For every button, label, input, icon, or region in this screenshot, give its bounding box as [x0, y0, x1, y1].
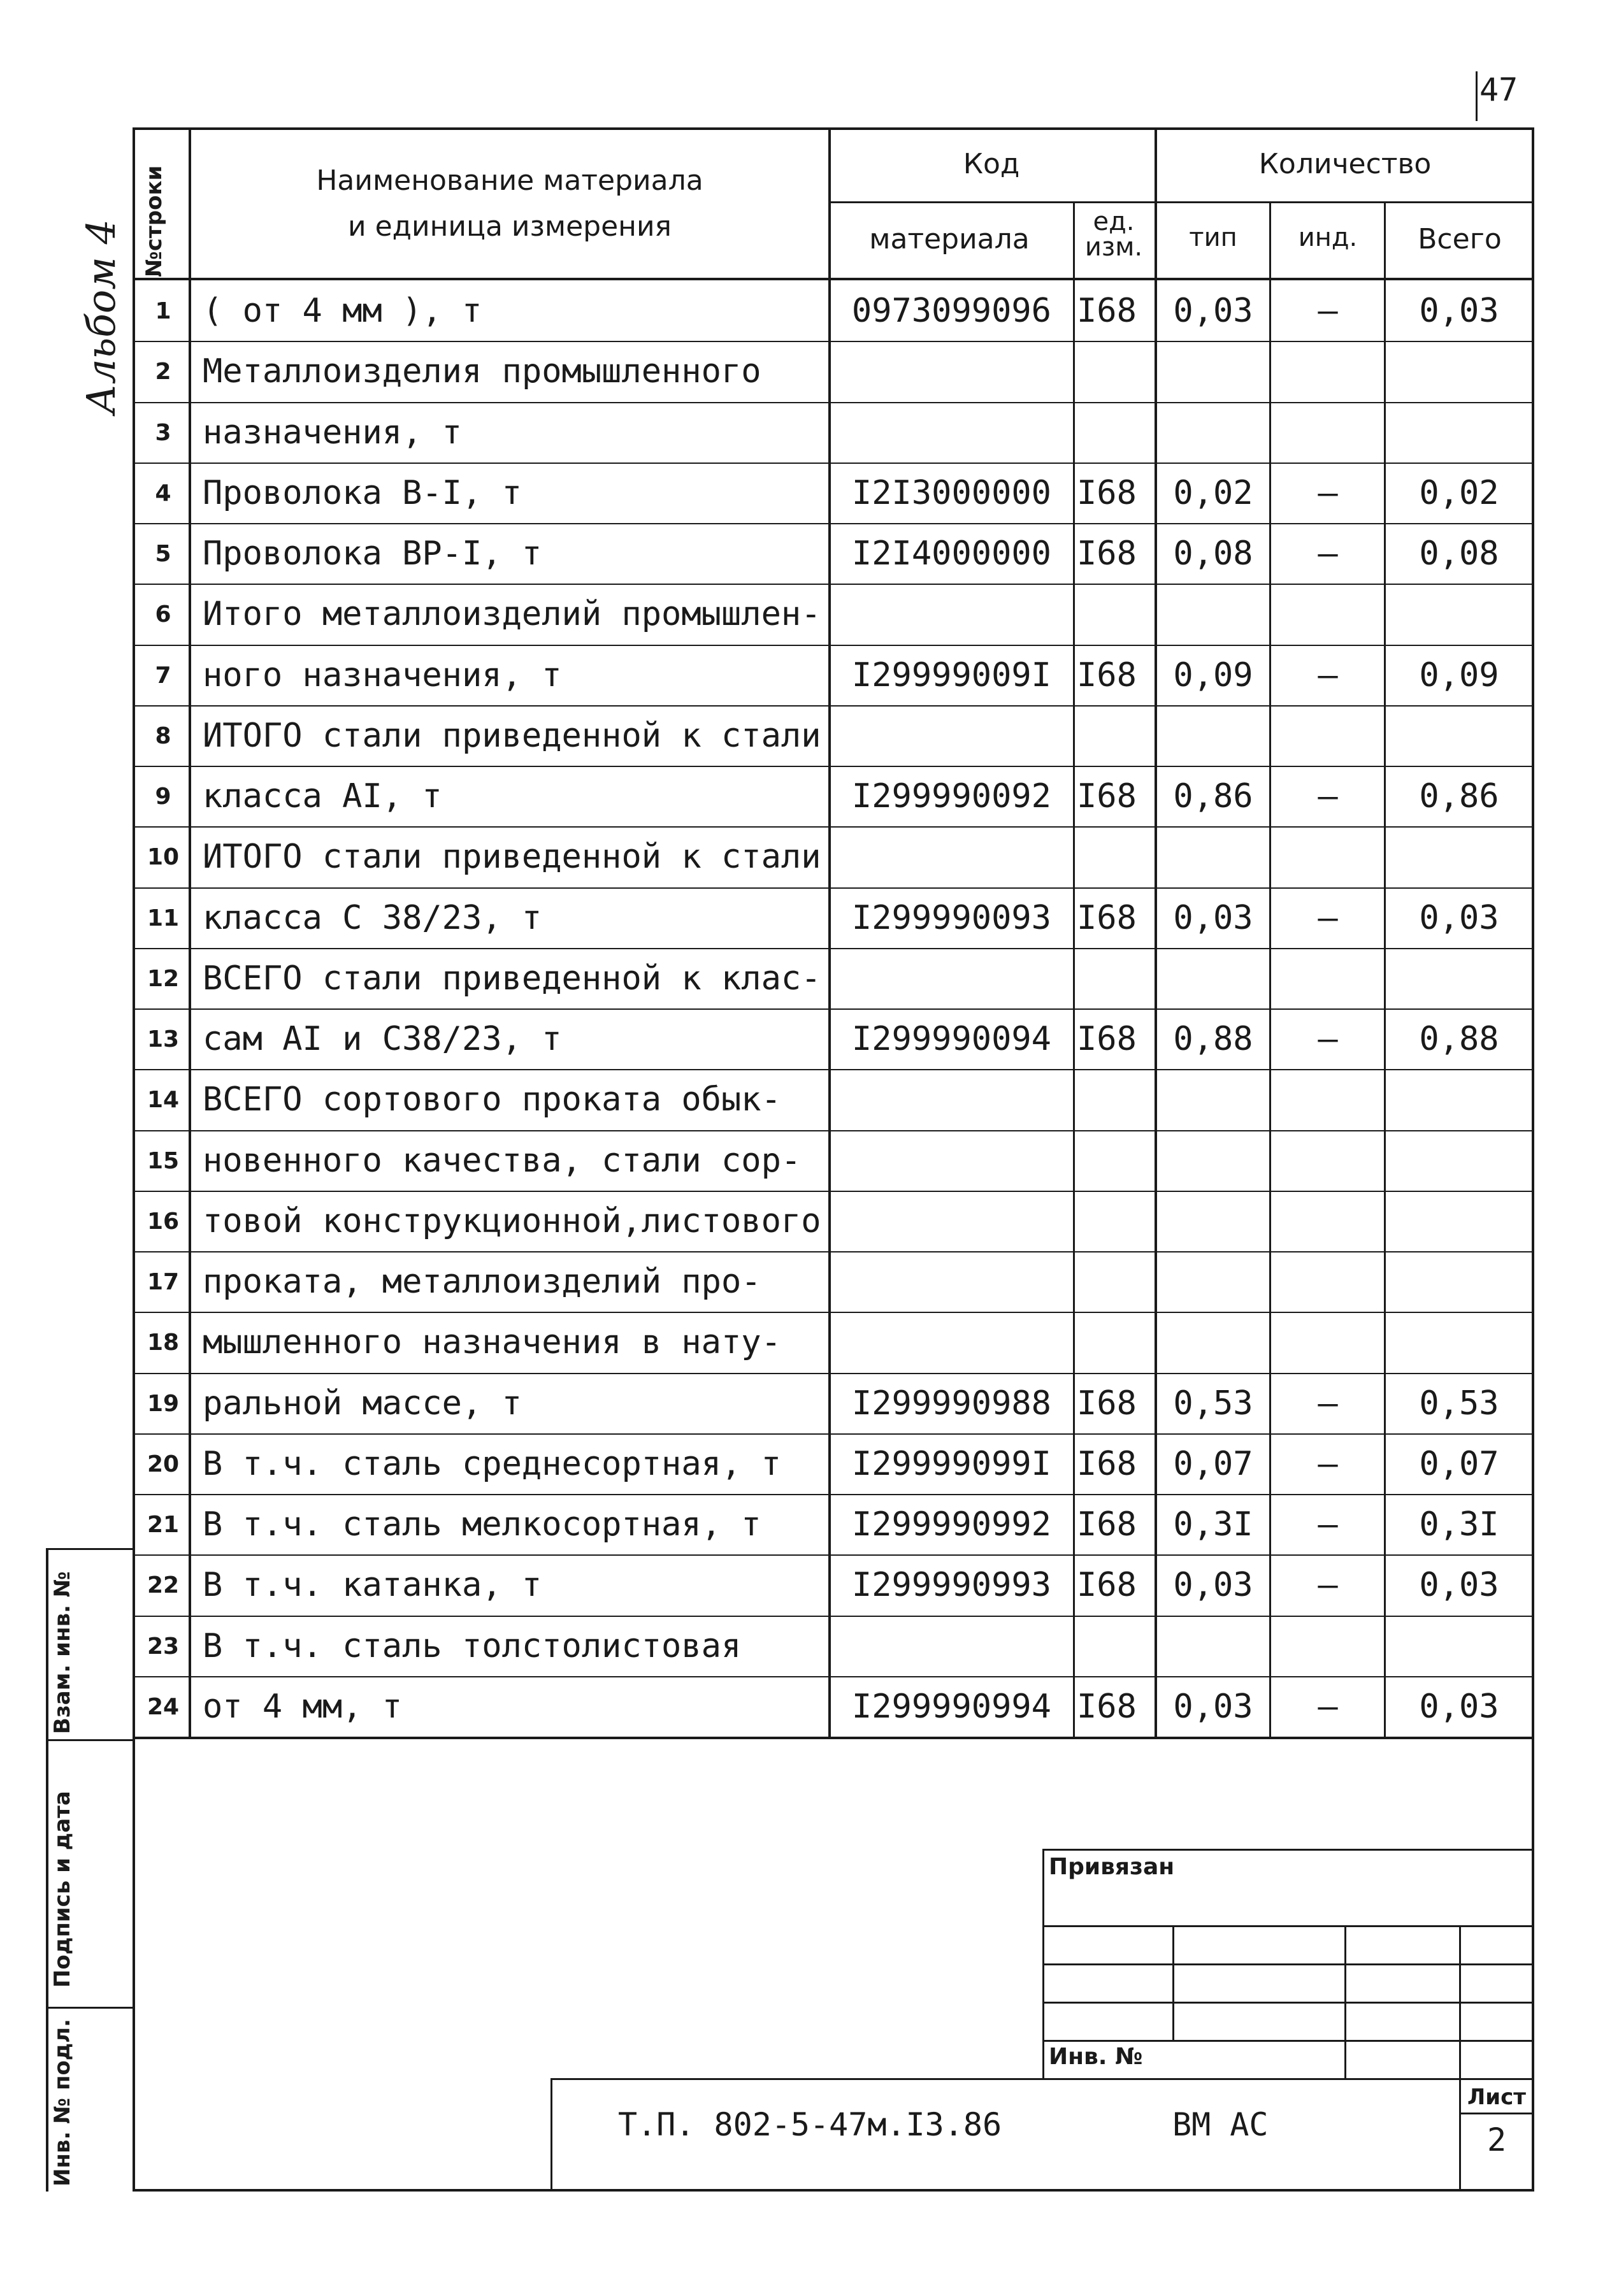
row-qty-total: 0,08 [1419, 535, 1499, 573]
stamp-grid-col-3 [1459, 1925, 1461, 2078]
margin-divider-2 [46, 2007, 135, 2009]
row-name: ИТОГО стали приведенной к стали [203, 838, 821, 877]
row-code: 0973099096 [851, 292, 1051, 330]
stamp-inv-no: Инв. № [1049, 2044, 1143, 2070]
row-divider [133, 584, 1534, 585]
row-qty-ind: – [1318, 1505, 1338, 1544]
row-qty-type: 0,3I [1173, 1505, 1253, 1544]
header-qty-type: тип [1189, 223, 1237, 252]
col-divider-rowno [189, 127, 191, 1739]
row-qty-ind: – [1318, 777, 1338, 815]
stamp-bottom-border [133, 2189, 1534, 2192]
table-top-border [133, 127, 1534, 130]
row-name: ИТОГО стали приведенной к стали [203, 716, 821, 755]
row-number: 20 [147, 1451, 180, 1477]
row-qty-type: 0,09 [1173, 656, 1253, 694]
row-number: 21 [147, 1512, 180, 1538]
row-divider [133, 1251, 1534, 1252]
row-divider [133, 1008, 1534, 1010]
row-unit: I68 [1077, 473, 1137, 512]
row-name: новенного качества, стали сор- [203, 1141, 802, 1180]
row-code: I299990992 [851, 1505, 1051, 1544]
row-name: ного назначения, т [203, 656, 562, 694]
table-right-border [1532, 127, 1534, 1739]
row-number: 1 [155, 298, 171, 324]
row-number: 16 [147, 1208, 180, 1235]
col-divider-code [1073, 203, 1075, 1739]
row-qty-type: 0,53 [1173, 1384, 1253, 1423]
row-name: В т.ч. сталь среднесортная, т [203, 1444, 781, 1483]
row-divider [133, 463, 1534, 464]
row-number: 10 [147, 844, 180, 871]
row-divider [133, 766, 1534, 767]
header-code: Код [963, 148, 1020, 180]
row-number: 9 [155, 784, 171, 810]
row-code: I299990093 [851, 898, 1051, 937]
row-qty-type: 0,03 [1173, 1566, 1253, 1605]
row-number: 14 [147, 1087, 180, 1114]
header-code-material: материала [869, 223, 1030, 255]
row-qty-ind: – [1318, 1384, 1338, 1423]
row-number: 8 [155, 722, 171, 749]
row-unit: I68 [1077, 1384, 1137, 1423]
row-number: 18 [147, 1330, 180, 1356]
margin-label-sign-date: Подпись и дата [50, 1791, 75, 1988]
row-number: 22 [147, 1572, 180, 1599]
stamp-grid-col-1 [1172, 1925, 1174, 2040]
row-qty-total: 0,03 [1419, 898, 1499, 937]
row-unit: I68 [1077, 535, 1137, 573]
row-number: 11 [147, 905, 180, 931]
row-number: 19 [147, 1390, 180, 1417]
row-code: I299990988 [851, 1384, 1051, 1423]
row-name: мышленного назначения в нату- [203, 1323, 781, 1362]
header-name-line1: Наименование материала [316, 164, 703, 197]
header-quantity: Количество [1258, 148, 1432, 180]
row-name: класса С 38/23, т [203, 898, 542, 937]
row-divider [133, 1494, 1534, 1495]
stamp-privyazan: Привязан [1049, 1854, 1175, 1880]
row-name: В т.ч. катанка, т [203, 1566, 542, 1605]
row-number: 15 [147, 1147, 180, 1174]
margin-label-vzam: Взам. инв. № [50, 1571, 75, 1734]
stamp-main-top [550, 2078, 1534, 2080]
stamp-doc-code: Т.П. 802-5-47м.I3.86 [618, 2106, 1002, 2143]
row-name: Проволока В-I, т [203, 473, 522, 512]
row-divider [133, 523, 1534, 524]
row-qty-total: 0,86 [1419, 777, 1499, 815]
row-name: ральной массе, т [203, 1384, 522, 1423]
margin-strip-left [46, 1548, 48, 2192]
row-qty-ind: – [1318, 1444, 1338, 1483]
row-number: 23 [147, 1633, 180, 1660]
row-divider [133, 1373, 1534, 1374]
row-divider [133, 1433, 1534, 1435]
row-divider [133, 1191, 1534, 1192]
row-code: I299990994 [851, 1687, 1051, 1726]
row-name: ВСЕГО сортового проката обык- [203, 1080, 781, 1119]
stamp-privyazan-top [1042, 1849, 1534, 1851]
row-divider [133, 826, 1534, 828]
row-qty-total: 0,88 [1419, 1020, 1499, 1058]
row-qty-ind: – [1318, 898, 1338, 937]
row-qty-ind: – [1318, 656, 1338, 694]
row-code: I29999099I [851, 1444, 1051, 1483]
row-qty-ind: – [1318, 1566, 1338, 1605]
row-unit: I68 [1077, 1020, 1137, 1058]
row-qty-total: 0,53 [1419, 1384, 1499, 1423]
header-qty-ind: инд. [1298, 223, 1358, 252]
header-row-no: №строки [141, 165, 167, 277]
row-unit: I68 [1077, 656, 1137, 694]
table-bottom-border [133, 1737, 1534, 1739]
row-name: проката, металлоизделий про- [203, 1263, 761, 1301]
row-qty-total: 0,03 [1419, 292, 1499, 330]
row-code: I299990094 [851, 1020, 1051, 1058]
col-divider-type [1269, 203, 1271, 1739]
row-name: ( от 4 мм ), т [203, 292, 482, 330]
row-number: 7 [155, 662, 171, 689]
row-qty-ind: – [1318, 1687, 1338, 1726]
row-name: назначения, т [203, 413, 462, 452]
stamp-sheet-divider [1459, 2113, 1534, 2114]
header-name-line2: и единица измерения [347, 210, 672, 243]
row-unit: I68 [1077, 1566, 1137, 1605]
row-unit: I68 [1077, 777, 1137, 815]
header-sub-divider [828, 201, 1534, 203]
col-divider-name [828, 127, 831, 1739]
stamp-sheet-label: Лист [1467, 2084, 1526, 2110]
row-number: 2 [155, 359, 171, 385]
row-code: I2I4000000 [851, 535, 1051, 573]
row-number: 24 [147, 1693, 180, 1720]
row-divider [133, 705, 1534, 707]
row-qty-total: 0,07 [1419, 1444, 1499, 1483]
row-number: 4 [155, 480, 171, 506]
row-qty-type: 0,02 [1173, 473, 1253, 512]
row-unit: I68 [1077, 1505, 1137, 1544]
row-number: 13 [147, 1026, 180, 1052]
table-left-border [133, 127, 135, 2192]
row-name: от 4 мм, т [203, 1687, 403, 1726]
row-divider [133, 1554, 1534, 1556]
row-unit: I68 [1077, 1444, 1137, 1483]
row-name: класса АI, т [203, 777, 442, 815]
album-note: Альбом 4 [78, 219, 124, 414]
row-divider [133, 1069, 1534, 1070]
row-number: 17 [147, 1269, 180, 1295]
stamp-section: ВМ АС [1172, 2106, 1269, 2143]
row-name: В т.ч. сталь толстолистовая [203, 1626, 742, 1665]
row-qty-type: 0,86 [1173, 777, 1253, 815]
row-qty-total: 0,02 [1419, 473, 1499, 512]
row-qty-type: 0,07 [1173, 1444, 1253, 1483]
row-divider [133, 341, 1534, 342]
row-qty-type: 0,08 [1173, 535, 1253, 573]
margin-divider-1 [46, 1739, 135, 1741]
row-unit: I68 [1077, 292, 1137, 330]
row-divider [133, 1676, 1534, 1677]
margin-label-inv-podl: Инв. № подл. [50, 2018, 75, 2186]
page-number-tick [1476, 71, 1478, 121]
margin-strip-top [46, 1548, 135, 1550]
row-code: I299990092 [851, 777, 1051, 815]
row-name: Итого металлоизделий промышлен- [203, 595, 821, 634]
row-qty-ind: – [1318, 535, 1338, 573]
row-name: Проволока ВР-I, т [203, 535, 542, 573]
row-unit: I68 [1077, 1687, 1137, 1726]
page-number: 47 [1479, 71, 1518, 108]
row-qty-total: 0,03 [1419, 1687, 1499, 1726]
row-divider [133, 887, 1534, 889]
row-name: ВСЕГО стали приведенной к клас- [203, 959, 821, 998]
header-qty-total: Всего [1418, 223, 1502, 255]
stamp-sheet-no: 2 [1486, 2121, 1507, 2158]
row-qty-type: 0,03 [1173, 1687, 1253, 1726]
row-code: I299990993 [851, 1566, 1051, 1605]
row-divider [133, 645, 1534, 646]
row-qty-ind: – [1318, 473, 1338, 512]
header-bottom-border [133, 278, 1534, 280]
row-code: I29999009I [851, 656, 1051, 694]
row-number: 12 [147, 965, 180, 992]
row-qty-type: 0,03 [1173, 898, 1253, 937]
row-divider [133, 402, 1534, 403]
row-number: 5 [155, 541, 171, 567]
row-qty-total: 0,09 [1419, 656, 1499, 694]
row-divider [133, 1130, 1534, 1131]
header-code-unit: ед. изм. [1084, 207, 1143, 262]
row-unit: I68 [1077, 898, 1137, 937]
stamp-main-left [550, 2078, 552, 2192]
row-name: Металлоизделия промышленного [203, 352, 761, 391]
stamp-grid-col-2 [1344, 1925, 1346, 2078]
col-divider-unit [1155, 127, 1157, 1739]
row-qty-type: 0,88 [1173, 1020, 1253, 1058]
row-number: 6 [155, 601, 171, 628]
row-qty-ind: – [1318, 1020, 1338, 1058]
col-divider-ind [1384, 203, 1386, 1739]
row-name: сам АI и С38/23, т [203, 1020, 562, 1058]
row-qty-ind: – [1318, 292, 1338, 330]
row-qty-type: 0,03 [1173, 292, 1253, 330]
row-name: товой конструкционной,листового [203, 1202, 821, 1240]
row-name: В т.ч. сталь мелкосортная, т [203, 1505, 761, 1544]
row-qty-total: 0,03 [1419, 1566, 1499, 1605]
row-divider [133, 1312, 1534, 1313]
row-number: 3 [155, 419, 171, 446]
row-divider [133, 1616, 1534, 1617]
row-divider [133, 948, 1534, 949]
row-qty-total: 0,3I [1419, 1505, 1499, 1544]
row-code: I2I3000000 [851, 473, 1051, 512]
